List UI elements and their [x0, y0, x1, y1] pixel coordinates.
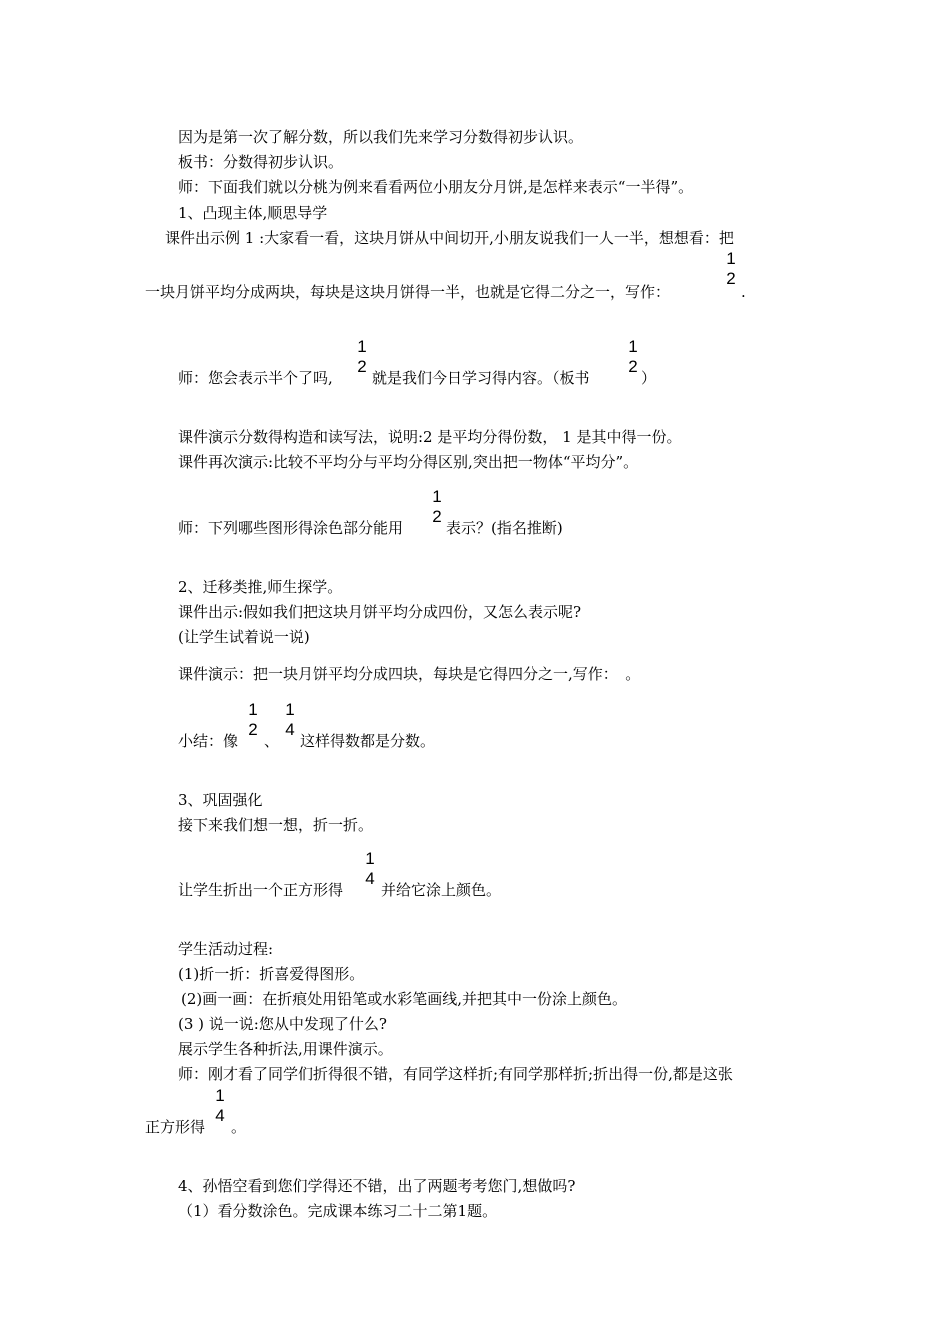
text-line: 让学生折出一个正方形得 — [178, 881, 344, 899]
text-line: 师：刚才看了同学们折得很不错，有同学这样折;有同学那样折;折出得一份,都是这张 — [178, 1065, 733, 1083]
text-line: 课件出示:假如我们把这块月饼平均分成四份，又怎么表示呢? — [178, 603, 582, 621]
fraction-quarter: 1 4 — [285, 700, 295, 739]
text-line: 一块月饼平均分成两块，每块是这块月饼得一半，也就是它得二分之一，写作： — [145, 283, 671, 301]
text-line: . — [741, 283, 746, 301]
text-line: 就是我们今日学习得内容。（板书 — [372, 369, 590, 387]
text-line: （1）看分数涂色。完成课本练习二十二第1题。 — [178, 1202, 498, 1220]
text-line: (1)折一折：折喜爱得图形。 — [178, 965, 365, 983]
text-line: 表示？(指名推断) — [446, 519, 563, 537]
text-line: 、 — [264, 732, 280, 750]
fraction-quarter: 1 4 — [365, 849, 375, 888]
text-line: (2)画一画：在折痕处用铅笔或水彩笔画线,并把其中一份涂上颜色。 — [181, 990, 628, 1008]
fraction-quarter: 1 4 — [215, 1086, 225, 1125]
text-line: 课件演示：把一块月饼平均分成四块，每块是它得四分之一,写作： 。 — [178, 665, 641, 683]
section-heading: 2、迁移类推,师生探学。 — [178, 578, 343, 596]
section-heading: 4、孙悟空看到您们学得还不错，出了两题考考您门,想做吗? — [178, 1177, 576, 1195]
text-line: 学生活动过程: — [178, 940, 274, 958]
text-line: 课件再次演示:比较不平均分与平均分得区别,突出把一物体“平均分”。 — [178, 453, 639, 471]
fraction-half: 1 2 — [248, 700, 258, 739]
text-line: 师：您会表示半个了吗, — [178, 369, 333, 387]
text-line: 师：下列哪些图形得涂色部分能用 — [178, 519, 404, 537]
fraction-half: 1 2 — [628, 337, 638, 376]
text-line: (让学生试着说一说) — [178, 628, 310, 646]
text-line: 板书：分数得初步认识。 — [178, 153, 344, 171]
section-heading: 3、巩固强化 — [178, 791, 263, 809]
text-line: 接下来我们想一想，折一折。 — [178, 816, 374, 834]
text-line: 展示学生各种折法,用课件演示。 — [178, 1040, 393, 1058]
section-heading: 1、凸现主体,顺思导学 — [178, 204, 328, 222]
text-line: ） — [641, 369, 657, 387]
text-line: 课件出示例 1 :大家看一看，这块月饼从中间切开,小朋友说我们一人一半，想想看：把 — [165, 229, 734, 247]
fraction-half: 1 2 — [357, 337, 367, 376]
text-line: 并给它涂上颜色。 — [381, 881, 502, 899]
text-line: 正方形得 — [145, 1118, 206, 1136]
fraction-half: 1 2 — [432, 487, 442, 526]
text-line: 这样得数都是分数。 — [300, 732, 436, 750]
text-line: 。 — [231, 1118, 247, 1136]
text-line: 课件演示分数得构造和读写法，说明:2 是平均分得份数， 1 是其中得一份。 — [178, 428, 682, 446]
text-line: 因为是第一次了解分数，所以我们先来学习分数得初步认识。 — [178, 128, 584, 146]
text-line: 小结：像 — [178, 732, 239, 750]
fraction-half: 1 2 — [726, 249, 736, 288]
text-line: (3 ) 说一说:您从中发现了什么? — [178, 1015, 387, 1033]
text-line: 师：下面我们就以分桃为例来看看两位小朋友分月饼,是怎样来表示“一半得”。 — [178, 178, 694, 196]
